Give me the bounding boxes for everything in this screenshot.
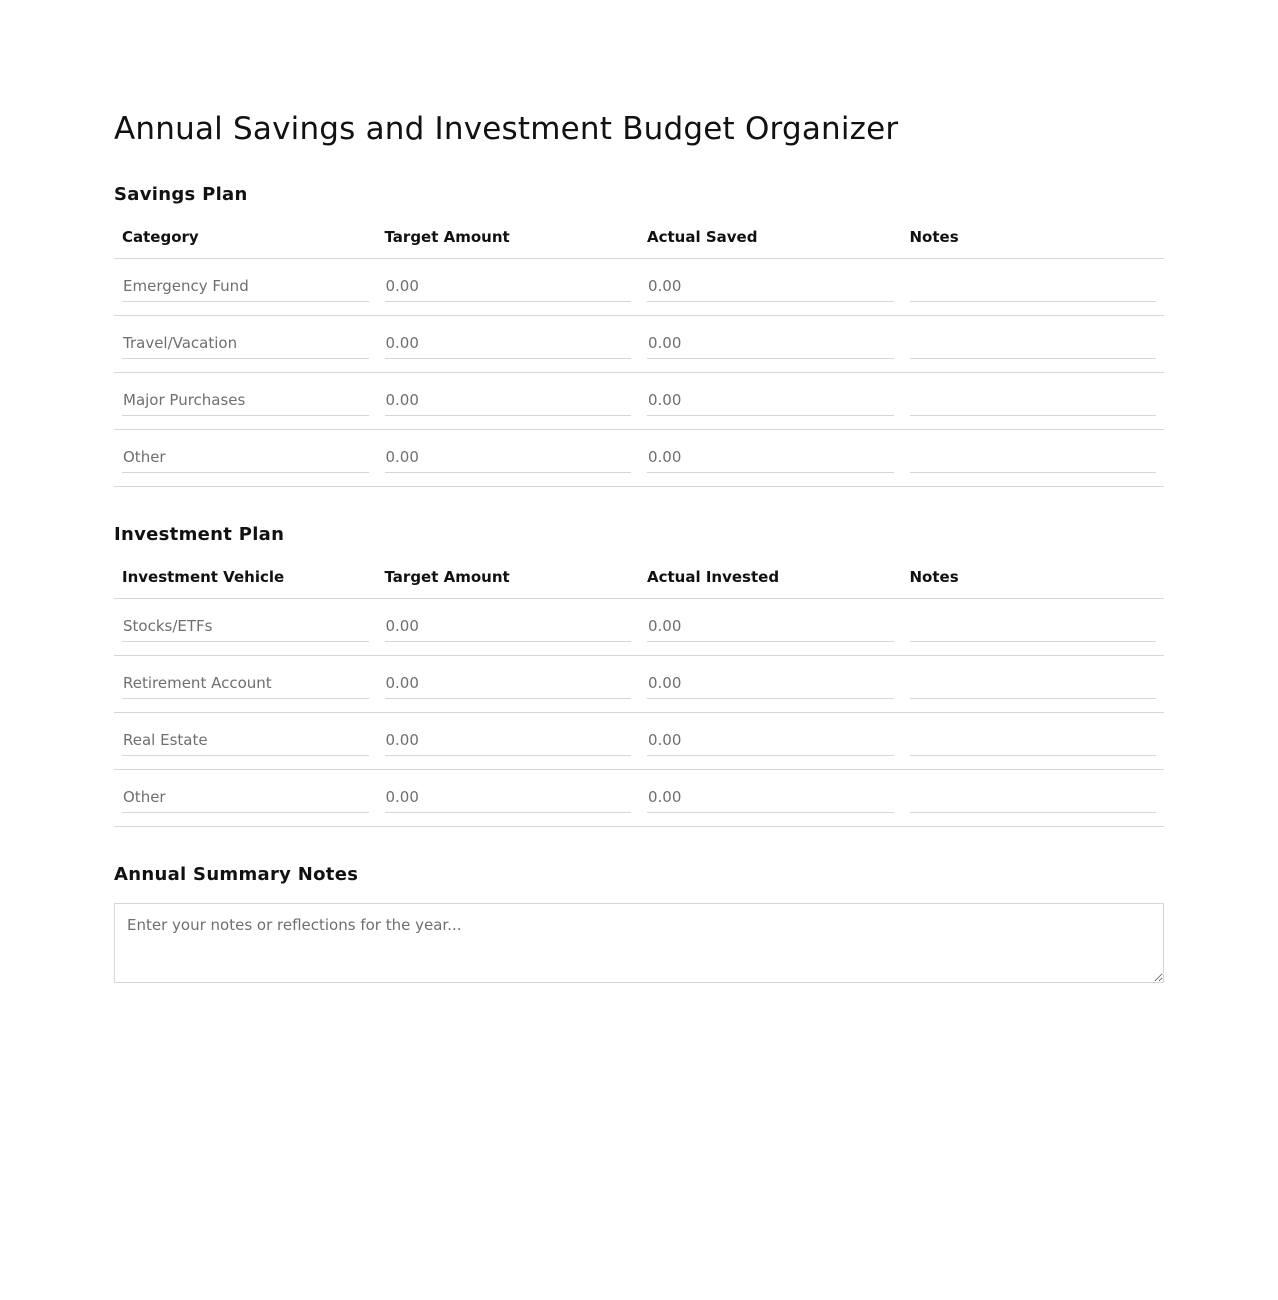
page-title: Annual Savings and Investment Budget Organizer: [114, 111, 899, 147]
target-amount-input[interactable]: [385, 784, 632, 813]
column-header-actual-saved: Actual Saved: [639, 219, 902, 259]
target-amount-input[interactable]: [385, 330, 632, 359]
investment-plan-heading: Investment Plan: [114, 524, 285, 545]
target-amount-input[interactable]: [385, 613, 632, 642]
table-row: [114, 770, 1164, 827]
category-input[interactable]: [122, 273, 369, 302]
annual-summary-heading: Annual Summary Notes: [114, 864, 359, 885]
actual-saved-input[interactable]: [647, 387, 894, 416]
notes-input[interactable]: [910, 444, 1157, 473]
actual-saved-input[interactable]: [647, 444, 894, 473]
actual-invested-input[interactable]: [647, 613, 894, 642]
table-row: [114, 259, 1164, 316]
target-amount-input[interactable]: [385, 670, 632, 699]
notes-input[interactable]: [910, 670, 1157, 699]
column-header-notes: Notes: [902, 219, 1165, 259]
notes-input[interactable]: [910, 273, 1157, 302]
actual-invested-input[interactable]: [647, 670, 894, 699]
table-row: [114, 713, 1164, 770]
notes-input[interactable]: [910, 727, 1157, 756]
category-input[interactable]: [122, 330, 369, 359]
category-input[interactable]: [122, 387, 369, 416]
column-header-target-amount: Target Amount: [377, 219, 640, 259]
table-header-row: [114, 219, 1164, 259]
investment-vehicle-input[interactable]: [122, 670, 369, 699]
annual-summary-notes-textarea[interactable]: [114, 903, 1164, 983]
column-header-notes: Notes: [902, 559, 1165, 599]
target-amount-input[interactable]: [385, 727, 632, 756]
actual-invested-input[interactable]: [647, 727, 894, 756]
table-row: [114, 656, 1164, 713]
investment-table: [114, 559, 1164, 827]
column-header-category: Category: [114, 219, 377, 259]
target-amount-input[interactable]: [385, 387, 632, 416]
table-row: [114, 430, 1164, 487]
table-row: [114, 316, 1164, 373]
actual-saved-input[interactable]: [647, 330, 894, 359]
savings-plan-heading: Savings Plan: [114, 184, 248, 205]
table-row: [114, 599, 1164, 656]
category-input[interactable]: [122, 444, 369, 473]
investment-vehicle-input[interactable]: [122, 613, 369, 642]
notes-input[interactable]: [910, 330, 1157, 359]
column-header-target-amount: Target Amount: [377, 559, 640, 599]
target-amount-input[interactable]: [385, 273, 632, 302]
investment-vehicle-input[interactable]: [122, 784, 369, 813]
notes-input[interactable]: [910, 784, 1157, 813]
column-header-investment-vehicle: Investment Vehicle: [114, 559, 377, 599]
column-header-actual-invested: Actual Invested: [639, 559, 902, 599]
notes-input[interactable]: [910, 613, 1157, 642]
investment-vehicle-input[interactable]: [122, 727, 369, 756]
notes-input[interactable]: [910, 387, 1157, 416]
budget-organizer: [114, 108, 1164, 983]
table-header-row: [114, 559, 1164, 599]
table-row: [114, 373, 1164, 430]
target-amount-input[interactable]: [385, 444, 632, 473]
actual-invested-input[interactable]: [647, 784, 894, 813]
savings-table: [114, 219, 1164, 487]
actual-saved-input[interactable]: [647, 273, 894, 302]
